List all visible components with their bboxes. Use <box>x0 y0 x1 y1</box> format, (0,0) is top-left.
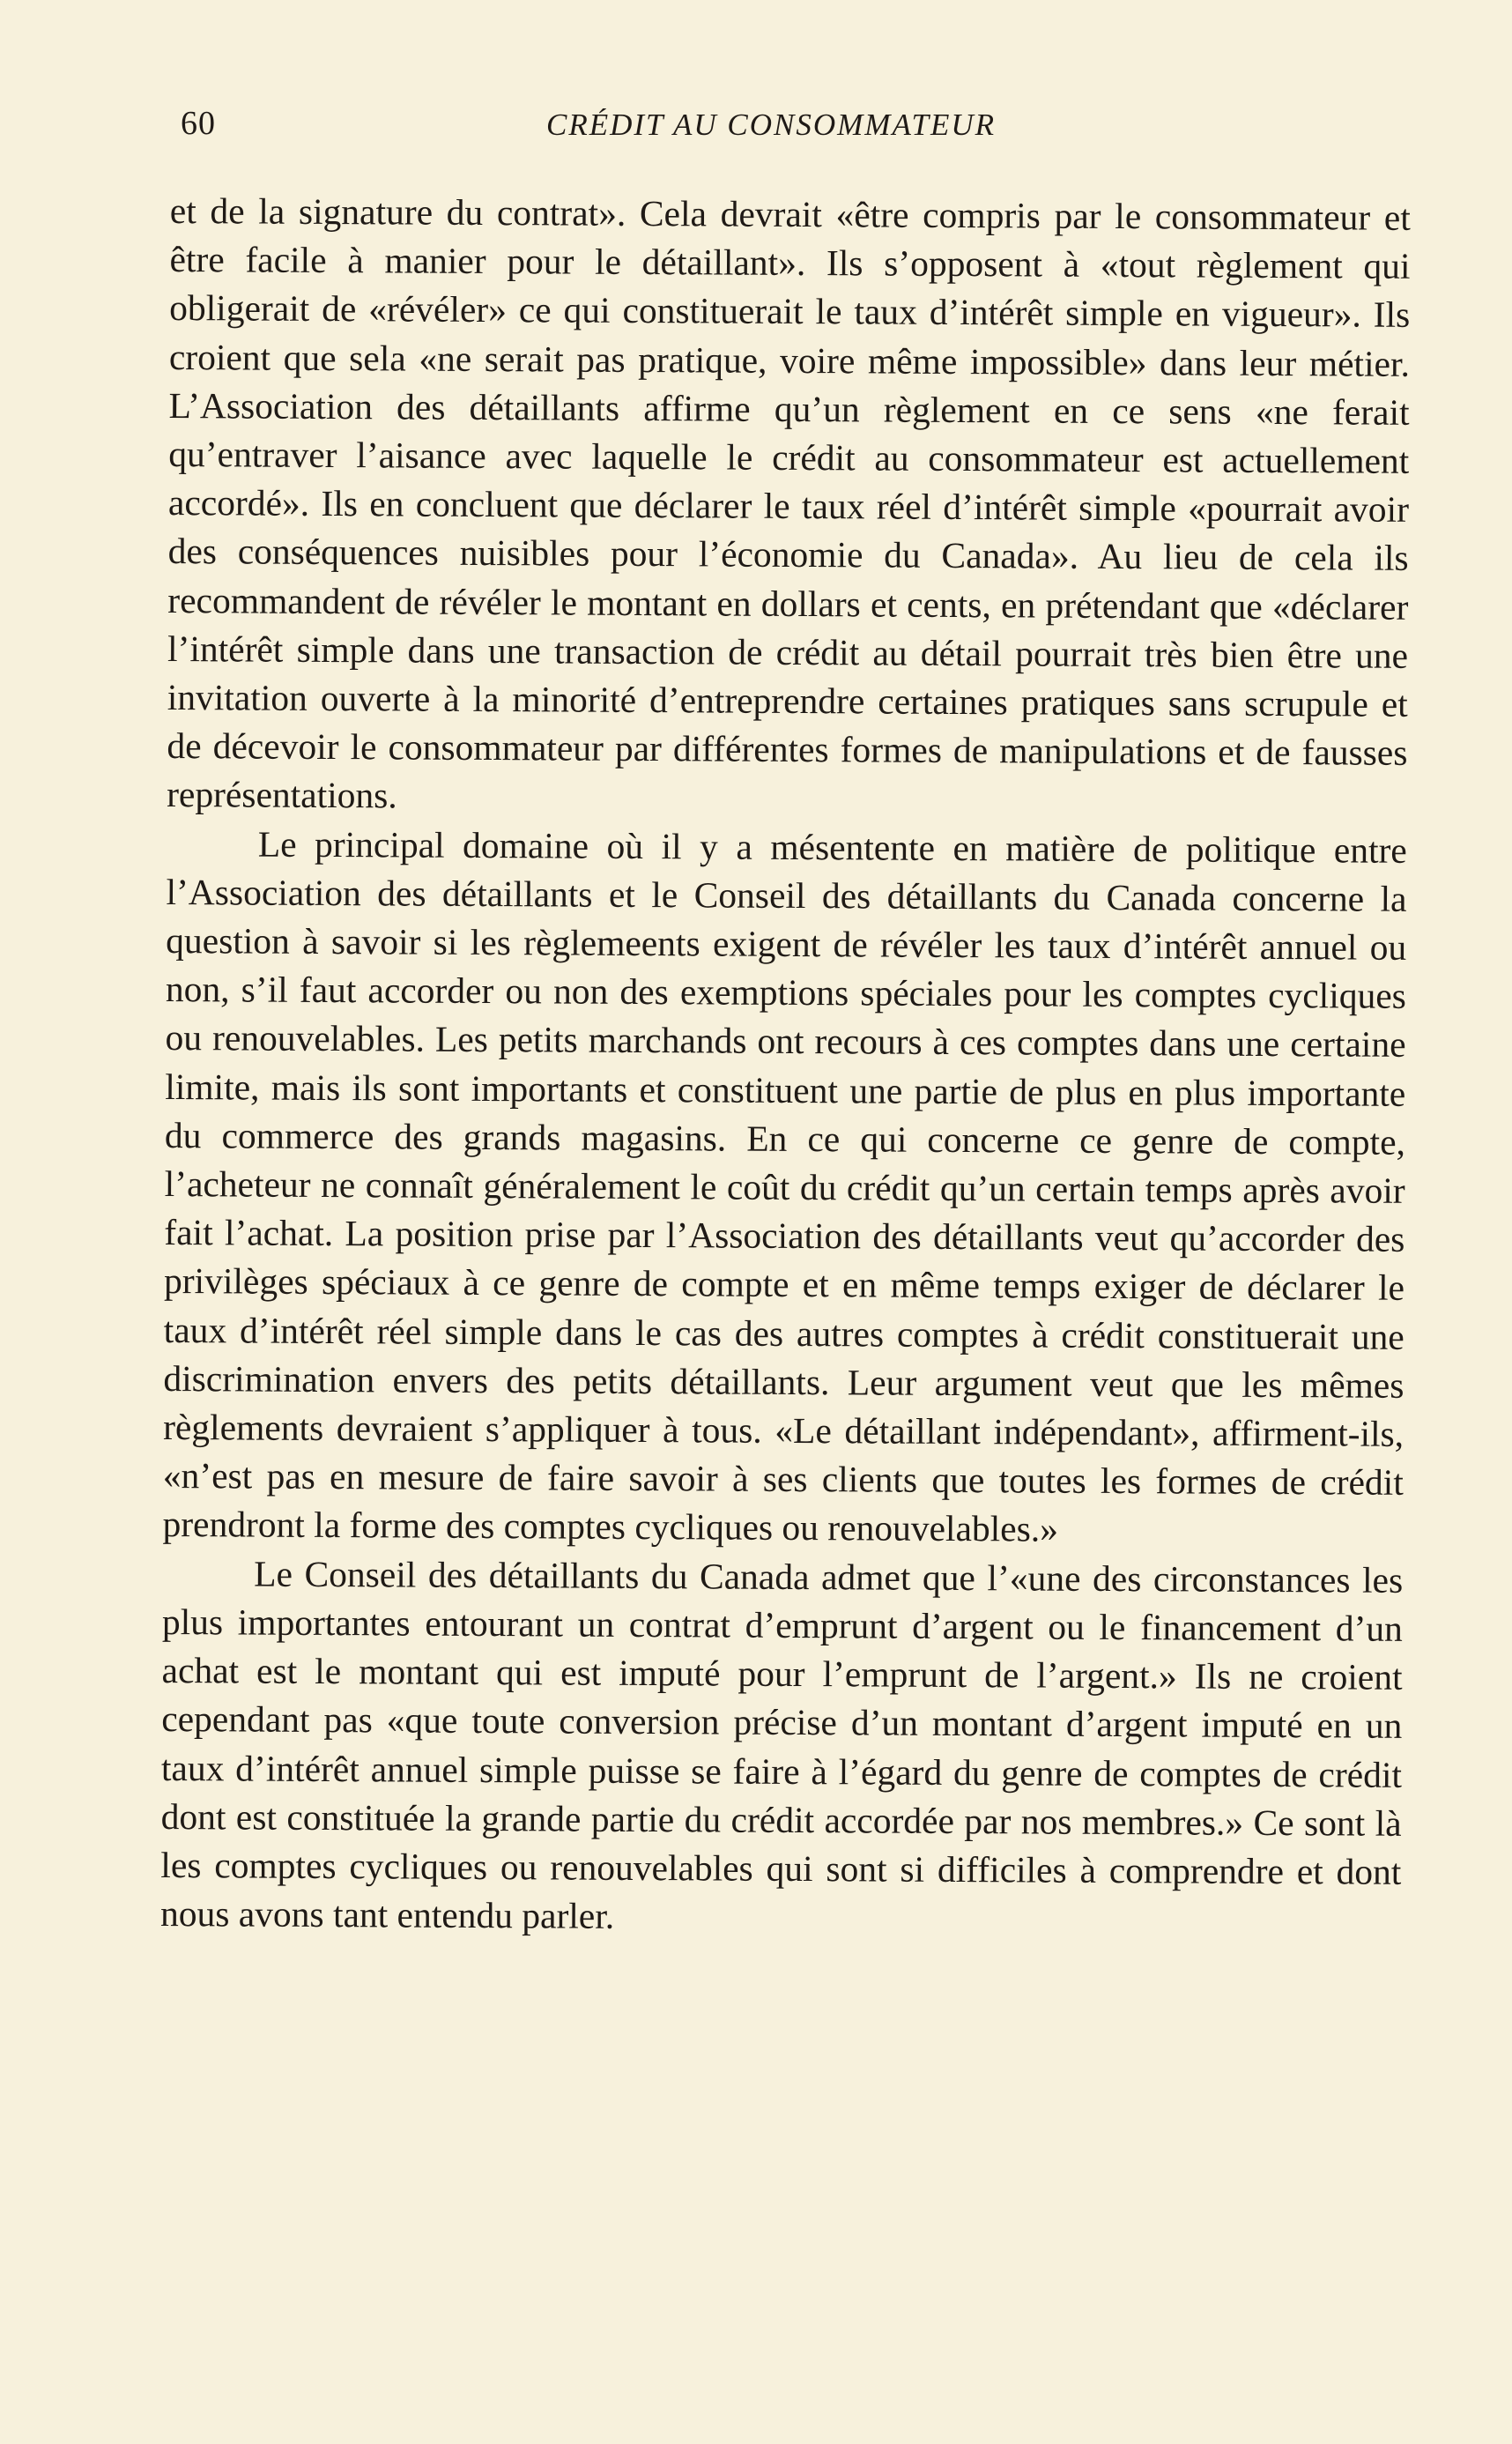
paragraph: Le principal domaine où il y a mésentente en matière de politique entre l’Association des détaillants et le Conseil des détaillants du Canada concerne la question à savoir si les règlemeents exigent de révéler les taux d’intérêt annuel ou non, s’il faut accorder ou non des exemptions spéciales pour les comptes cycliques ou renouvelables. Les petits marchands ont recours à ces comptes dans une certaine limite, mais ils sont importants et constituent une partie de plus en plus importante du commerce des grands magasins. En ce qui concerne ce genre de compte, l’acheteur ne connaît généralement le coût du crédit qu’un certain temps après avoir fait l’achat. La position prise par l’Association des détaillants veut qu’accorder des privilèges spéciaux à ce genre de compte et en même temps exiger de déclarer le taux d’intérêt réel simple dans le cas des autres comptes à crédit constituerait une discrimination envers des petits détaillants. Leur argument veut que les mêmes règlements devraient s’appliquer à tous. «Le détaillant indépendant», affirment-ils, «n’est pas en mesure de faire savoir à ses clients que toutes les formes de crédit prendront la forme des comptes cycliques ou renouvelables.» <box>162 823 1407 1550</box>
running-title: CRÉDIT AU CONSOMMATEUR <box>546 108 997 142</box>
page-number: 60 <box>181 105 216 142</box>
paragraph: Le Conseil des détaillants du Canada admet que l’«une des circonstances les plus importantes entourant un contrat d’emprunt d’argent ou le financement d’un achat est le montant qui est imputé pour l’emprunt de l’argent.» Ils ne croient cependant pas «que toute conversion précise d’un montant d’argent imputé en un taux d’intérêt annuel simple puisse se faire à l’égard du genre de comptes de crédit dont est constituée la grande partie du crédit accordée par nos membres.» Ce sont là les comptes cycliques ou renouvelables qui sont si difficiles à comprendre et dont nous avons tant entendu parler. <box>159 1553 1404 1936</box>
page-header <box>181 104 1414 157</box>
body-text <box>160 187 1411 1945</box>
paragraph-continued: et de la signature du contrat». Cela devrait «être compris par le consommateur et être facile à manier pour le détaillant». Ils s’opposent à «tout règlement qui obligerait de «révéler» ce qui constituerait le taux d’intérêt simple en vigueur». Ils croient que sela «ne serait pas pratique, voire même impossible» dans leur métier. L’Association des détaillants affirme qu’un règlement en ce sens «ne ferait qu’entraver l’aisance avec laquelle le crédit au consommateur est actuellement accordé». Ils en concluent que déclarer le taux réel d’intérêt simple «pourrait avoir des conséquences nuisibles pour l’économie du Canada». Au lieu de cela ils recommandent de révéler le montant en dollars et cents, en prétendant que «déclarer l’intérêt simple dans une transaction de crédit au détail pourrait très bien être une invitation ouverte à la minorité d’entreprendre certaines pratiques sans scrupule et de décevoir le consommateur par différentes formes de manipulations et de fausses représentations. <box>167 189 1411 816</box>
